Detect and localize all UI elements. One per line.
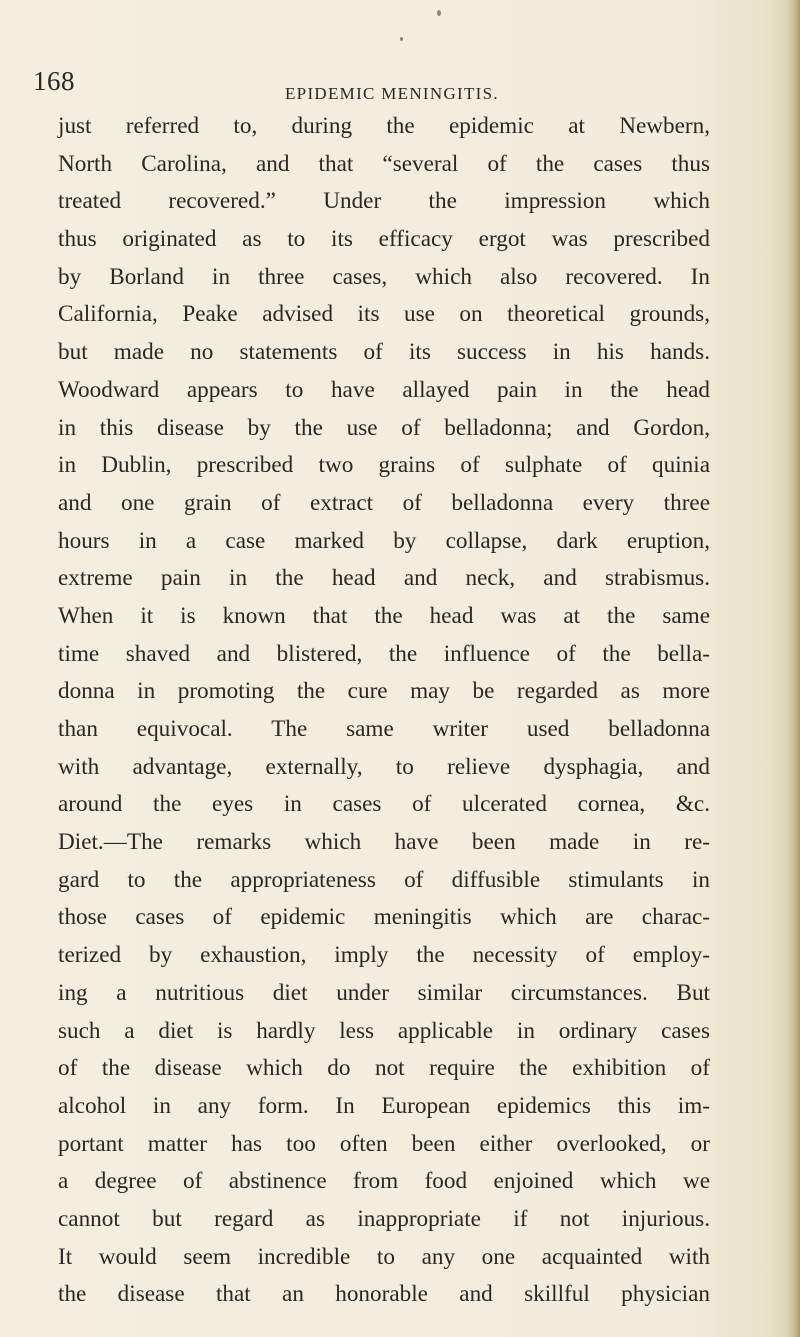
text-line: in Dublin, prescribed two grains of sulphate of quinia <box>58 452 710 479</box>
text-line: hours in a case marked by collapse, dark eruption, <box>58 527 710 554</box>
text-line: California, Peake advised its use on theoretical grounds, <box>58 301 710 328</box>
ink-speck <box>400 37 403 41</box>
page-number: 168 <box>33 66 75 96</box>
text-line: Diet.—The remarks which have been made in re- <box>58 829 710 856</box>
text-line: around the eyes in cases of ulcerated cornea, &c. <box>58 791 710 818</box>
text-line: than equivocal. The same writer used belladonna <box>58 716 710 742</box>
text-line: time shaved and blistered, the influence of the bella- <box>58 640 710 667</box>
text-line: gard to the appropriateness of diffusible stimulants in <box>58 866 710 893</box>
body-text <box>58 108 710 1314</box>
text-line: the disease that an honorable and skillful physician <box>58 1281 710 1308</box>
text-line: but made no statements of its success in his hands. <box>58 339 710 366</box>
text-line: extreme pain in the head and neck, and strabismus. <box>58 565 710 592</box>
text-line: alcohol in any form. In European epidemics this im- <box>58 1092 710 1119</box>
text-line: Woodward appears to have allayed pain in the head <box>58 376 710 403</box>
text-line: thus originated as to its efficacy ergot was prescribed <box>58 226 710 253</box>
ink-speck <box>437 10 441 16</box>
text-line: and one grain of extract of belladonna every three <box>58 489 710 516</box>
text-line: with advantage, externally, to relieve dysphagia, and <box>58 753 710 780</box>
text-line: just referred to, during the epidemic at Newbern, <box>58 113 710 139</box>
text-line: of the disease which do not require the exhibition of <box>58 1055 710 1082</box>
text-line: It would seem incredible to any one acquainted with <box>58 1243 710 1270</box>
text-line: ing a nutritious diet under similar circumstances. But <box>58 979 710 1006</box>
text-line: When it is known that the head was at the same <box>58 602 710 629</box>
text-line: cannot but regard as inappropriate if not injurious. <box>58 1205 710 1232</box>
text-line: donna in promoting the cure may be regarded as more <box>58 678 710 705</box>
text-line: a degree of abstinence from food enjoined which we <box>58 1168 710 1195</box>
running-title: EPIDEMIC MENINGITIS. <box>285 84 499 103</box>
text-line: by Borland in three cases, which also recovered. In <box>58 263 710 290</box>
text-line: those cases of epidemic meningitis which are charac- <box>58 904 710 931</box>
text-line: terized by exhaustion, imply the necessity of employ- <box>58 942 710 969</box>
text-line: such a diet is hardly less applicable in ordinary cases <box>58 1017 710 1044</box>
text-line: portant matter has too often been either overlooked, or <box>58 1130 710 1157</box>
text-line: North Carolina, and that “several of the cases thus <box>58 150 710 177</box>
text-line: treated recovered.” Under the impression which <box>58 188 710 215</box>
text-line: in this disease by the use of belladonna; and Gordon, <box>58 414 710 441</box>
page-edge-shadow <box>786 0 800 1337</box>
